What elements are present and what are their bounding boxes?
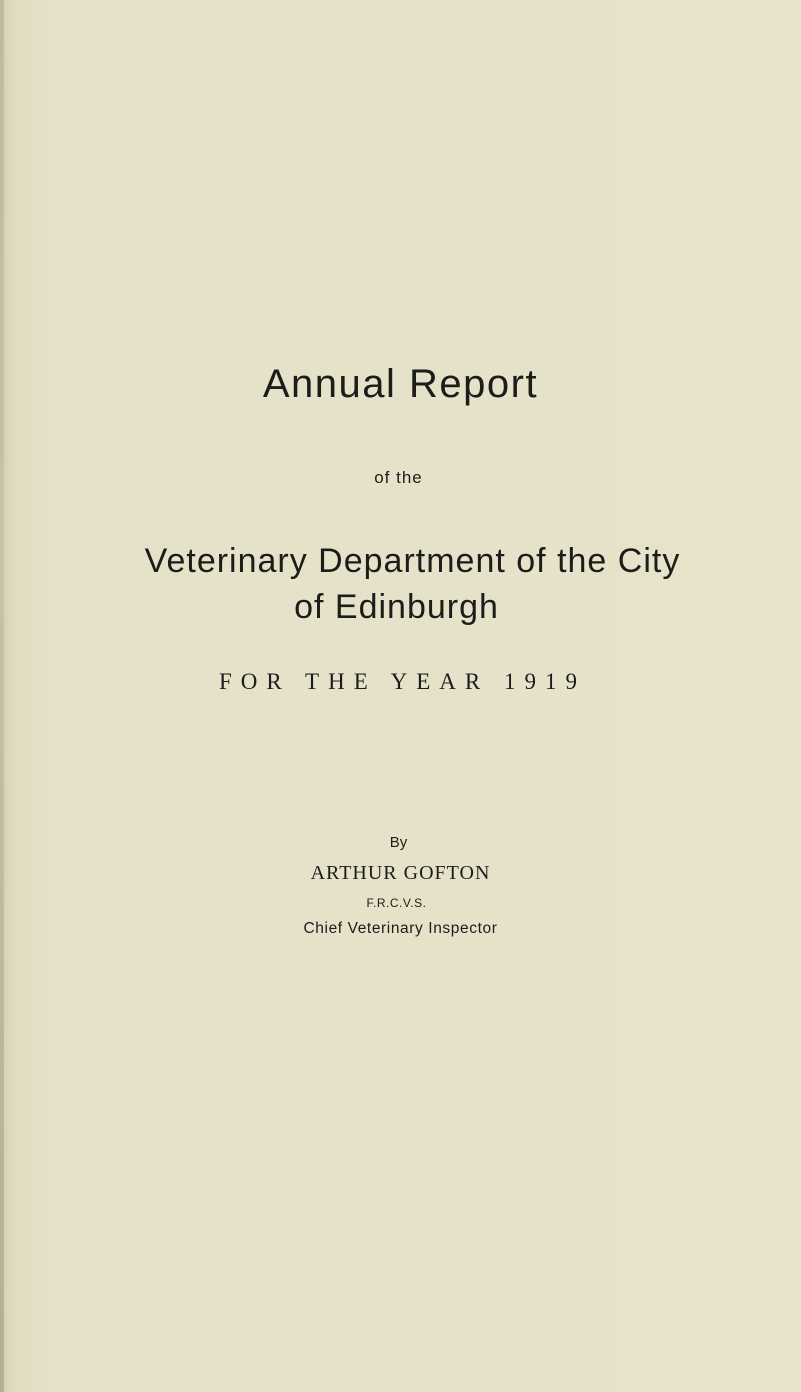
author-role: Chief Veterinary Inspector [303,920,498,937]
title-connector: of the [374,468,423,487]
department-name-line-1: Veterinary Department of the City [144,542,681,580]
report-period: FOR THE YEAR 1919 [218,669,587,694]
author-name: ARTHUR GOFTON [310,862,491,884]
report-title: Annual Report [262,362,539,406]
author-qualifications: F.R.C.V.S. [366,896,427,910]
byline-prefix: By [389,834,408,851]
department-name-line-2: of Edinburgh [294,588,499,626]
